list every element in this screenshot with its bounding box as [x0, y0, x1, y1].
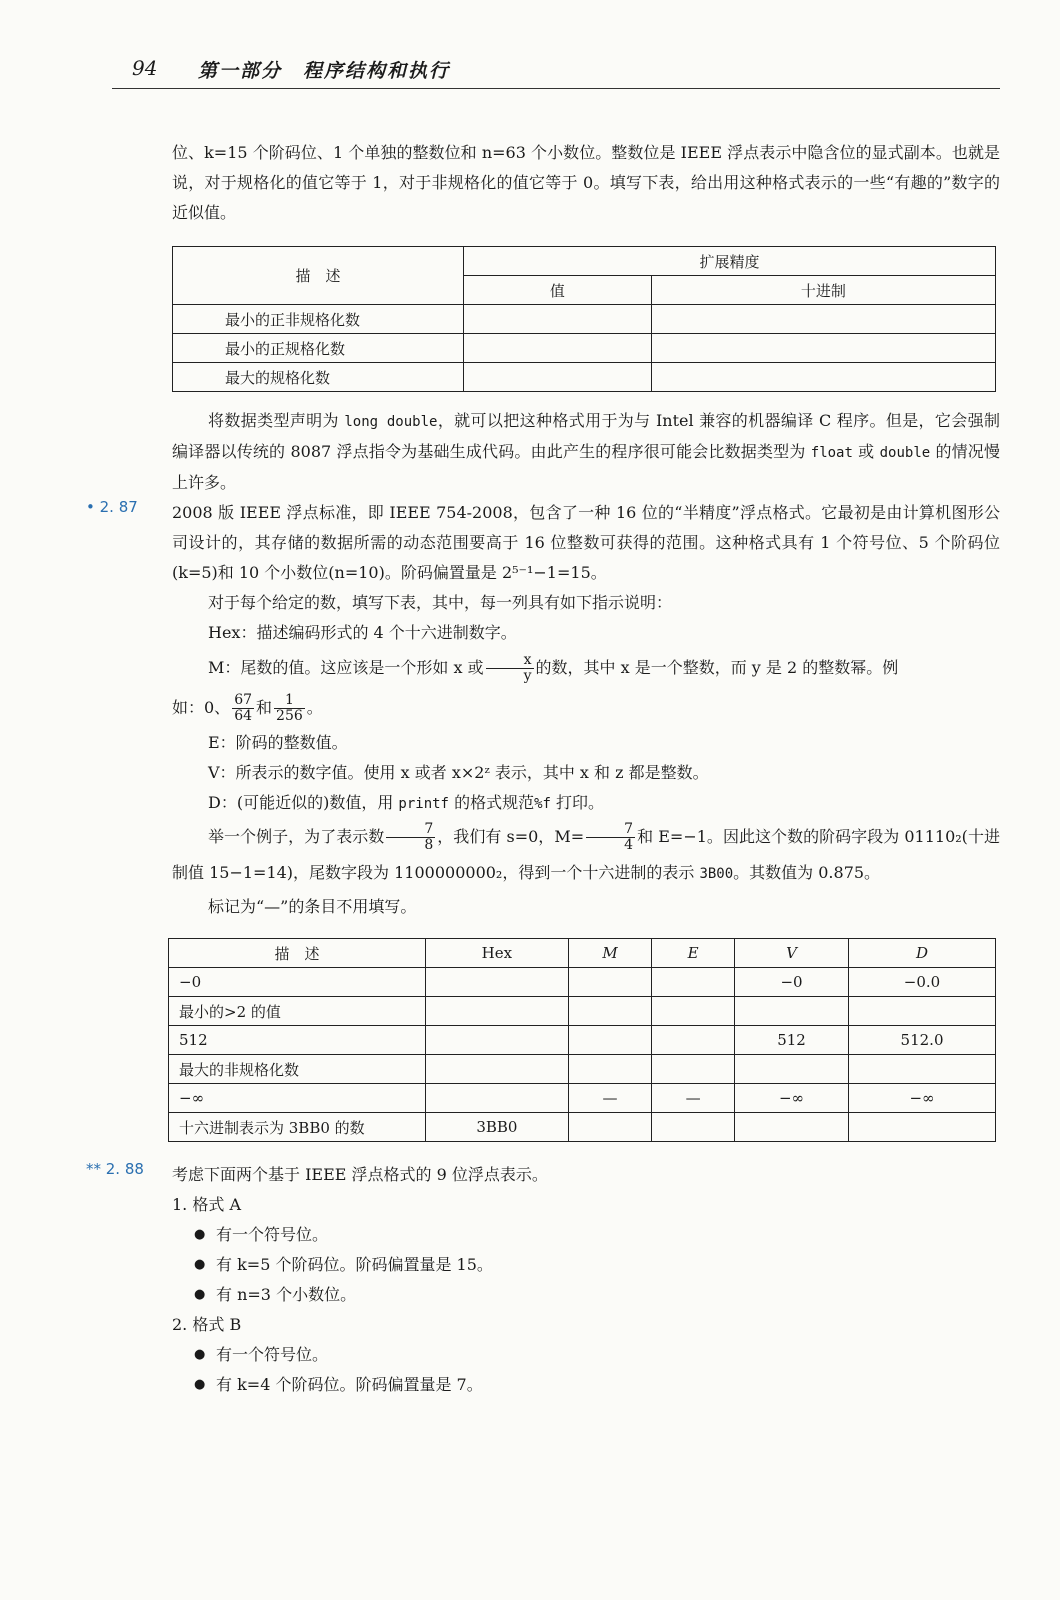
m-definition: [172, 648, 1000, 688]
code-span: long double: [344, 414, 438, 430]
problem-number: ** 2. 88: [86, 1160, 144, 1178]
table2-cell: 512: [735, 1026, 849, 1055]
denominator: y: [523, 668, 532, 684]
table2-cell: —: [652, 1084, 735, 1113]
table2-cell: [568, 968, 652, 997]
table2-cell: 最大的非规格化数: [169, 1055, 426, 1084]
d-definition: [172, 788, 1000, 819]
table2-cell: [652, 968, 735, 997]
numerator: 7: [586, 822, 635, 838]
fraction: [386, 822, 435, 853]
text-span: ，我们有 s=0，M=: [437, 827, 585, 846]
table2-cell: 512: [169, 1026, 426, 1055]
hex-definition: Hex：描述编码形式的 4 个十六进制数字。: [208, 623, 517, 642]
extended-precision-table: [172, 246, 996, 392]
table1-group-header: 扩展精度: [464, 247, 996, 276]
text-span: 和: [256, 698, 273, 717]
table2-cell: [849, 1113, 996, 1142]
table2-cell: [735, 1113, 849, 1142]
table1-decimal-header: 十进制: [651, 276, 995, 305]
format-a-list: [194, 1220, 1000, 1310]
table1-decimal-cell: [651, 363, 995, 392]
table2-cell: −0: [169, 968, 426, 997]
code-span: %f: [534, 796, 551, 812]
text-span: D：(可能近似的)数值，用: [208, 793, 399, 812]
fraction: [586, 822, 635, 853]
format-b-list: [194, 1340, 1000, 1400]
table-row: [169, 1084, 996, 1113]
numerator: 7: [386, 822, 435, 838]
table2-header: M: [568, 939, 652, 968]
table2-cell: −∞: [169, 1084, 426, 1113]
table2-cell: [652, 1055, 735, 1084]
code-span: double: [879, 445, 931, 461]
numerator: 1: [274, 693, 305, 709]
example-paragraph: [172, 819, 1000, 892]
table2-cell: 3BB0: [426, 1113, 569, 1142]
table-row: [173, 363, 996, 392]
numerator: 67: [234, 692, 253, 708]
denominator: 8: [424, 837, 434, 853]
table2-cell: [426, 1026, 569, 1055]
m-example: [172, 688, 1000, 728]
v-definition: V：所表示的数字值。使用 x 或者 x×2ᶻ 表示，其中 x 和 z 都是整数。: [208, 763, 709, 782]
list-item: ● 有 k=4 个阶码位。阶码偏置量是 7。: [194, 1370, 1000, 1400]
table1-row-desc: 最小的正规格化数: [173, 334, 464, 363]
denominator: 64: [234, 708, 253, 724]
table1-value-cell: [464, 334, 652, 363]
text-span: 如：0、: [172, 698, 231, 717]
fraction: [232, 693, 254, 724]
page-header: [112, 52, 1000, 89]
table2-cell: 十六进制表示为 3BB0 的数: [169, 1113, 426, 1142]
table2-cell: −∞: [735, 1084, 849, 1113]
table1-desc-header: 描 述: [173, 247, 464, 305]
half-precision-table: [168, 938, 996, 1142]
table2-cell: [735, 1055, 849, 1084]
table-row: [173, 305, 996, 334]
format-a-label: 1. 格式 A: [172, 1195, 241, 1214]
table2-header: 描 述: [169, 939, 426, 968]
page-number: 94: [132, 56, 158, 80]
problem-text: 考虑下面两个基于 IEEE 浮点格式的 9 位浮点表示。: [172, 1165, 548, 1184]
table-row: [169, 1113, 996, 1142]
dash-note: 标记为“—”的条目不用填写。: [208, 897, 417, 916]
text-span: 的情况慢上许多。: [172, 442, 1000, 492]
table2-cell: −0.0: [849, 968, 996, 997]
table2-cell: [426, 1084, 569, 1113]
intro-paragraph: 位、k=15 个阶码位、1 个单独的整数位和 n=63 个小数位。整数位是 IEEE 浮点表示中隐含位的显式副本。也就是说，对于规格化的值它等于 1，对于非规格化的值它等于 0。填写下表，给出用这种格式表示的一些“有趣的”数字的近似值。: [172, 143, 1000, 222]
denominator: 4: [624, 837, 634, 853]
table2-header: Hex: [426, 939, 569, 968]
table2-cell: [652, 1026, 735, 1055]
table2-cell: 512.0: [849, 1026, 996, 1055]
list-item: ● 有 k=5 个阶码位。阶码偏置量是 15。: [194, 1250, 1000, 1280]
text-span: 。: [306, 698, 323, 717]
table2-cell: −0: [735, 968, 849, 997]
table2-cell: [568, 1113, 652, 1142]
table2-cell: [735, 997, 849, 1026]
chapter-title: 第一部分 程序结构和执行: [198, 60, 451, 82]
code-span: 3B00: [699, 866, 734, 882]
table-row: [169, 968, 996, 997]
table2-cell: [426, 968, 569, 997]
table-row: [169, 1026, 996, 1055]
table1-row-desc: 最小的正非规格化数: [173, 305, 464, 334]
table2-cell: [568, 997, 652, 1026]
table2-cell: —: [568, 1084, 652, 1113]
table2-cell: [426, 997, 569, 1026]
table2-cell: [652, 997, 735, 1026]
page-content: [86, 138, 1001, 1400]
long-double-paragraph: [172, 406, 1000, 498]
table2-cell: [652, 1113, 735, 1142]
table1-value-header: 值: [464, 276, 652, 305]
text-span: 打印。: [550, 793, 605, 812]
list-item: ● 有 n=3 个小数位。: [194, 1280, 1000, 1310]
table2-cell: [426, 1055, 569, 1084]
table2-header: V: [735, 939, 849, 968]
table2-cell: [849, 1055, 996, 1084]
text-span: 或: [852, 442, 880, 461]
table1-decimal-cell: [651, 305, 995, 334]
text-span: 的数，其中 x 是一个整数，而 y 是 2 的整数幂。例: [535, 658, 899, 677]
problem-number: • 2. 87: [86, 498, 138, 516]
table2-cell: −∞: [849, 1084, 996, 1113]
text-span: M：尾数的值。这应该是一个形如 x 或: [208, 658, 484, 677]
table1-value-cell: [464, 363, 652, 392]
table-row: [169, 997, 996, 1026]
table-row: [169, 1055, 996, 1084]
table2-cell: [568, 1026, 652, 1055]
fraction: [274, 693, 305, 724]
list-item: ● 有一个符号位。: [194, 1220, 1000, 1250]
code-span: float: [810, 445, 853, 461]
table2-header: E: [652, 939, 735, 968]
table1-row-desc: 最大的规格化数: [173, 363, 464, 392]
table-header-row: [169, 939, 996, 968]
text-span: 和 E=−1。因此这个数的阶码字段为 01110₂(十进制值 15−1=14)，尾数字段为 1100000000₂，得到一个十六进制的表示: [172, 827, 1000, 882]
table2-cell: 最小的>2 的值: [169, 997, 426, 1026]
problem-2-88: [86, 1160, 1000, 1190]
denominator: 256: [276, 708, 303, 724]
problem-2-87: [86, 498, 1000, 588]
instruction-text: 对于每个给定的数，填写下表，其中，每一列具有如下指示说明：: [208, 593, 673, 612]
fraction: [486, 653, 534, 684]
code-span: printf: [398, 796, 449, 812]
table1-value-cell: [464, 305, 652, 334]
text-span: 将数据类型声明为: [208, 411, 345, 430]
list-item: ● 有一个符号位。: [194, 1340, 1000, 1370]
table1-decimal-cell: [651, 334, 995, 363]
table2-cell: [568, 1055, 652, 1084]
text-span: 。其数值为 0.875。: [733, 863, 881, 882]
table-row: [173, 334, 996, 363]
table2-header: D: [849, 939, 996, 968]
text-span: 举一个例子，为了表示数: [208, 827, 385, 846]
text-span: ，就可以把这种格式用于为与 Intel 兼容的机器编译 C 程序。但是，它会强制编译器以传统的 8087 浮点指令为基础生成代码。由此产生的程序很可能会比数据类型为: [172, 411, 1001, 461]
format-b-label: 2. 格式 B: [172, 1315, 242, 1334]
numerator: x: [486, 653, 534, 669]
problem-text: 2008 版 IEEE 浮点标准，即 IEEE 754-2008，包含了一种 16 位的“半精度”浮点格式。它最初是由计算机图形公司设计的，其存储的数据所需的动态范围要高于 16 位整数可获得的范围。这种格式具有 1 个符号位、5 个阶码位(k=5)和 10 个小数位(n=10)。阶码偏置量是 2⁵⁻¹−1=15。: [172, 503, 1000, 582]
table2-cell: [849, 997, 996, 1026]
e-definition: E：阶码的整数值。: [208, 733, 348, 752]
text-span: 的格式规范: [448, 793, 535, 812]
